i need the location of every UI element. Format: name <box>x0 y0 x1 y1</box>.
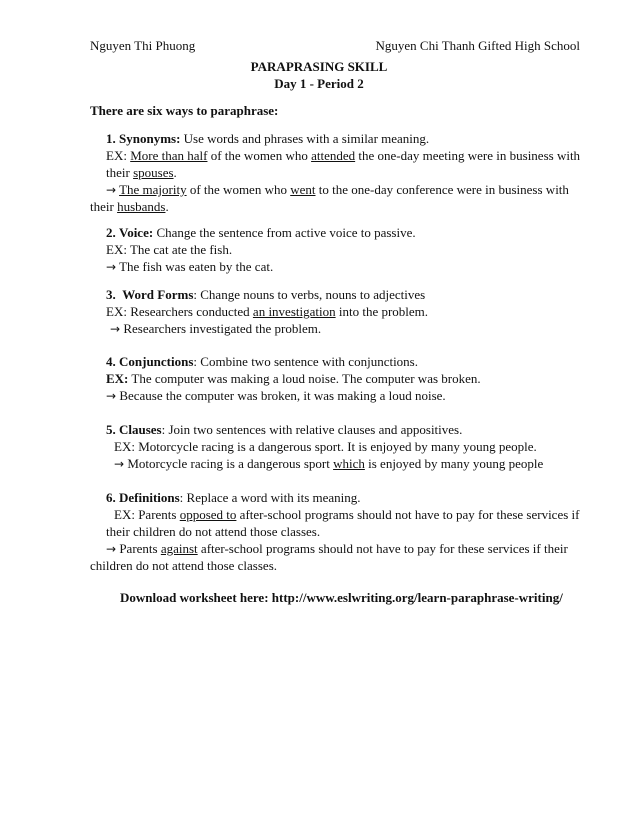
underlined-word: More than half <box>130 148 208 163</box>
section-number: 5. <box>106 422 116 437</box>
answer-line <box>106 387 446 405</box>
arrow-right-icon: → <box>106 260 117 274</box>
answer-text: Motorcycle racing is a dangerous sport <box>124 456 334 471</box>
underlined-word: went <box>290 182 316 197</box>
section-heading <box>106 286 425 303</box>
answer-line: children do not attend those classes. <box>90 558 278 573</box>
underlined-word: which <box>333 456 365 471</box>
section-number: 1. <box>106 131 116 146</box>
section-description: Use words and phrases with a similar meaning. <box>180 131 430 146</box>
section-title: Clauses <box>119 422 162 437</box>
example-text: into the problem. <box>335 304 429 319</box>
example-line: EX: Motorcycle racing is a dangerous sport. It is enjoyed by many young people. <box>114 439 537 454</box>
section-heading <box>106 130 429 147</box>
example-line <box>106 370 481 387</box>
example-label: EX: <box>106 371 129 386</box>
answer-text: . <box>165 199 169 214</box>
example-text: after-school programs should not have to pay for these services if <box>236 507 580 522</box>
section-title: Synonyms: <box>119 131 181 146</box>
example-line: EX: The cat ate the fish. <box>106 242 233 257</box>
example-text: EX: Parents <box>114 507 180 522</box>
section-title: Definitions <box>119 490 180 505</box>
answer-line <box>114 455 543 473</box>
title-line-2: Day 1 - Period 2 <box>274 76 364 91</box>
section-number: 2. <box>106 225 116 240</box>
section-description: : Change nouns to verbs, nouns to adjectives <box>193 287 426 302</box>
section-heading <box>106 489 361 506</box>
answer-text: their <box>90 199 118 214</box>
section-heading <box>106 421 462 438</box>
arrow-right-icon: → <box>114 457 125 471</box>
underlined-word: against <box>160 541 198 556</box>
author-name: Nguyen Thi Phuong <box>90 38 196 53</box>
underlined-word: an investigation <box>252 304 336 319</box>
arrow-right-icon: → <box>106 542 117 556</box>
answer-text: is enjoyed by many young people <box>364 456 544 471</box>
underlined-word: attended <box>311 148 356 163</box>
example-line <box>114 506 579 523</box>
example-line <box>106 303 428 320</box>
answer-line <box>106 540 568 558</box>
example-line <box>106 164 177 181</box>
example-text: EX: Researchers conducted <box>106 304 253 319</box>
section-heading <box>106 224 416 241</box>
arrow-right-icon: → <box>106 183 117 197</box>
example-label: EX: <box>106 148 131 163</box>
answer-text: to the one-day conference were in business with <box>315 182 569 197</box>
example-text: The computer was making a loud noise. The computer was broken. <box>128 371 481 386</box>
answer-text: Parents <box>116 541 161 556</box>
section-title: Word Forms <box>122 287 194 302</box>
example-text: their <box>106 165 134 180</box>
answer-text: Because the computer was broken, it was making a loud noise. <box>116 388 446 403</box>
section-description: Change the sentence from active voice to passive. <box>153 225 416 240</box>
underlined-word: spouses <box>133 165 174 180</box>
intro-heading: There are six ways to paraphrase: <box>90 103 279 118</box>
section-title: Conjunctions <box>119 354 194 369</box>
answer-text: The fish was eaten by the cat. <box>116 259 274 274</box>
section-description: : Replace a word with its meaning. <box>179 490 361 505</box>
section-title: Voice: <box>119 225 154 240</box>
arrow-right-icon: → <box>110 322 121 336</box>
answer-text: after-school programs should not have to pay for these services if their <box>197 541 568 556</box>
title-line-1: PARAPRASING SKILL <box>250 59 388 74</box>
section-description: : Combine two sentence with conjunctions. <box>193 354 418 369</box>
download-worksheet-link[interactable]: Download worksheet here: http://www.eslwriting.org/learn-paraphrase-writing/ <box>120 590 563 605</box>
example-text: of the women who <box>207 148 312 163</box>
answer-text: of the women who <box>186 182 291 197</box>
answer-line <box>90 198 169 215</box>
underlined-word: husbands <box>117 199 166 214</box>
school-name: Nguyen Chi Thanh Gifted High School <box>375 38 580 53</box>
section-number: 3. <box>106 287 116 302</box>
answer-line <box>106 181 569 199</box>
answer-line <box>106 258 273 276</box>
underlined-word: opposed to <box>179 507 237 522</box>
answer-line <box>110 320 321 338</box>
document-title <box>0 58 638 92</box>
example-line: their children do not attend those classes. <box>106 524 321 539</box>
section-number: 4. <box>106 354 116 369</box>
section-heading <box>106 353 418 370</box>
example-line <box>106 147 580 164</box>
section-description: : Join two sentences with relative clauses and appositives. <box>161 422 463 437</box>
section-number: 6. <box>106 490 116 505</box>
arrow-right-icon: → <box>106 389 117 403</box>
example-text: . <box>173 165 177 180</box>
underlined-word: The majority <box>119 182 187 197</box>
answer-text: Researchers investigated the problem. <box>120 321 322 336</box>
example-text: the one-day meeting were in business with <box>355 148 581 163</box>
